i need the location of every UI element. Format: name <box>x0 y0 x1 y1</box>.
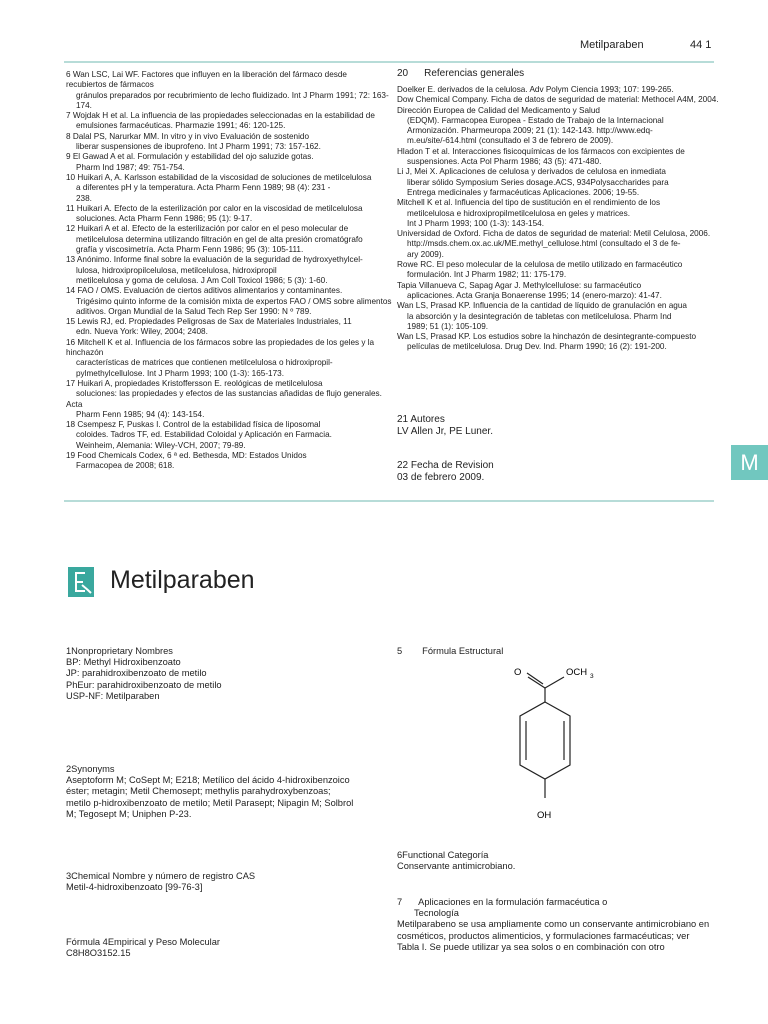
applications-section <box>397 897 737 953</box>
nonproprietary-names-section <box>66 646 386 702</box>
reference-line: Farmacopea de 2008; 618. <box>76 461 175 471</box>
reference-line: Int J Pharm 1993; 100 (1-3): 143-154. <box>407 218 544 228</box>
section-heading: 1Nonproprietary Nombres <box>66 646 173 656</box>
text-line: Aseptoform M; CoSept M; E218; Metílico del ácido 4-hidroxibenzoico <box>66 775 350 786</box>
carbonyl-oxygen-label: O <box>514 667 522 678</box>
reference-line: a diferentes pH y la temperatura. Acta Pharm Fenn 1989; 98 (4): 231 - <box>76 183 331 193</box>
reference-line: 238. <box>76 193 92 203</box>
text-line: PhEur: parahidroxibenzoato de metilo <box>66 679 222 690</box>
section-label: Fórmula Estructural <box>422 646 504 656</box>
benzene-ring <box>520 702 570 779</box>
reference-line: aditivos. Organ Mundial de la Salud Tech Rep Ser 1990: N º 789. <box>76 306 312 316</box>
reference-line: Li J, Mei X. Aplicaciones de celulosa y derivados de celulosa en inmediata <box>397 167 666 177</box>
reference-line: Tapia Villanueva C, Sapag Agar J. Methylcellulose: su farmacéutico <box>397 280 642 290</box>
section-tab-m: M <box>731 445 768 480</box>
reference-line: Wan LS, Prasad KP. Los estudios sobre la hinchazón de desintegrante-compuesto <box>397 332 697 342</box>
reference-line: soluciones. Acta Pharm Fenn 1986; 95 (1): 9-17. <box>76 214 253 224</box>
authors-section <box>397 414 493 438</box>
text-line: éster; metagin; Metil Chemosept; methylis parahydroxybenzoas; <box>66 786 331 797</box>
reference-line: 9 El Gawad A et al. Formulación y estabilidad del ojo saluzide gotas. <box>66 152 314 162</box>
reference-line: metilcelulosa y goma de celulosa. J Am Coll Toxicol 1986; 5 (3): 1-60. <box>76 275 328 285</box>
reference-line: suspensiones. Acta Pol Pharm 1986; 43 (5): 471-480. <box>407 157 602 167</box>
text-line: metilo p-hidroxibenzoato de metilo; Metil Parasept; Nipagin M; Solbrol <box>66 797 354 808</box>
reference-line: Dirección Europea de Calidad del Medicamento y Salud <box>397 105 600 115</box>
section-label: Referencias generales <box>424 68 525 79</box>
reference-line: emulsiones farmacéuticas. Pharmazie 1991; 46: 120-125. <box>76 121 286 131</box>
section-heading: 3Chemical Nombre y número de registro CAS <box>66 871 256 881</box>
reference-line: 12 Huikari A et al. Efecto de la esterilización por calor en el peso molecular de <box>66 224 349 234</box>
running-header-title: Metilparaben <box>580 39 644 51</box>
text-line: USP-NF: Metilparaben <box>66 690 160 701</box>
text-line: BP: Methyl Hidroxibenzoato <box>66 657 181 668</box>
reference-line: Weinheim, Alemania: Wiley-VCH, 2007; 79-89. <box>76 440 246 450</box>
section-heading: 6Functional Categoría <box>397 850 489 860</box>
text-line: M; Tegosept M; Uniphen P-23. <box>66 808 192 819</box>
reference-line: 17 Huikari A, propiedades Kristoffersson E. reológicas de metilcelulosa <box>66 378 323 388</box>
reference-line: gránulos preparados por recubrimiento de lecho fluidizado. Int J Pharm 1991; 72: 163- <box>76 90 389 100</box>
reference-line: Doelker E. derivados de la celulosa. Adv Polym Ciencia 1993; 107: 199-265. <box>397 85 674 94</box>
reference-line: liberar suspensiones de ibuprofeno. Int J Pharm 1991; 73: 157-162. <box>76 142 321 152</box>
section-number: 5 <box>397 646 403 656</box>
revision-section <box>397 460 494 484</box>
text-line: Tabla I. Se puede utilizar ya sea solos o en combinación con otro <box>397 941 665 952</box>
reference-line: soluciones: las propiedades y efectos de las sustancias añadidas de flujo generales. <box>76 389 382 399</box>
authors-text: LV Allen Jr, PE Luner. <box>397 426 493 437</box>
reference-line: Rowe RC. El peso molecular de la celulosa de metilo utilizado en farmacéutico <box>397 260 683 270</box>
text-line: C8H8O3152.15 <box>66 948 131 959</box>
reference-line: 174. <box>76 100 92 110</box>
text-line: Conservante antimicrobiano. <box>397 861 516 872</box>
text-line: Metil-4-hidroxibenzoato [99-76-3] <box>66 882 203 893</box>
reference-line: la absorción y la desintegración de tabletas con metilcelulosa. Pharm Ind <box>407 311 672 321</box>
reference-line: Trigésimo quinto informe de la comisión mixta de expertos FAO / OMS sobre alimentos <box>76 296 392 306</box>
reference-line: 18 Csempesz F, Puskas I. Control de la estabilidad física de liposomal <box>66 420 321 430</box>
reference-line: metilcelulosa e hidroxipropilmetilcelulosa en geles y matrices. <box>407 208 630 218</box>
reference-line: características de matrices que contienen metilcelulosa o hidroxipropil- <box>76 358 333 368</box>
text-line: JP: parahidroxibenzoato de metilo <box>66 668 207 679</box>
structural-formula-diagram <box>500 660 620 825</box>
reference-line: http://msds.chem.ox.ac.uk/ME.methyl_cellulose.html (consultado el 3 de fe- <box>407 239 681 249</box>
reference-line: metilcelulosa determina utilizando filtración en gel de alta presión cromatógrafo <box>76 234 363 244</box>
chemical-name-section <box>66 871 386 893</box>
reference-line: aplicaciones. Acta Granja Bonaerense 1995; 14 (enero-marzo): 41-47. <box>407 290 662 300</box>
reference-line: 11 Huikari A. Efecto de la esterilización por calor en la viscosidad de metilcelulosa <box>66 203 363 213</box>
reference-line: Armonización. Pharmeuropa 2009; 21 (1): 142-143. http://www.edq- <box>407 126 653 136</box>
revision-date: 03 de febrero 2009. <box>397 472 485 483</box>
reference-line: películas de metilcelulosa. Drug Dev. Ind. Pharm 1990; 16 (2): 191-200. <box>407 342 667 352</box>
revision-heading: 22 Fecha de Revision <box>397 460 494 471</box>
reference-line: 10 Huikari A, A. Karlsson estabilidad de la viscosidad de soluciones de metilcelulosa <box>66 172 372 182</box>
ester-bond <box>545 677 564 688</box>
reference-line: recubiertos de fármacos <box>66 80 154 90</box>
section-heading: Fórmula 4Empirical y Peso Molecular <box>66 937 220 947</box>
reference-line: 19 Food Chemicals Codex, 6 ª ed. Bethesda, MD: Estados Unidos <box>66 450 307 460</box>
reference-line: Dow Chemical Company. Ficha de datos de seguridad de material: Methocel A4M, 2004. <box>397 95 719 105</box>
page-number: 44 1 <box>690 39 712 51</box>
reference-line: 6 Wan LSC, Lai WF. Factores que influyen en la liberación del fármaco desde <box>66 70 347 79</box>
section-number: 7 <box>397 897 403 907</box>
reference-line: edn. Nueva York: Wiley, 2004; 2408. <box>76 327 208 337</box>
reference-line: liberar sólido Symposium Series dosage.ACS, 934Polysaccharides para <box>407 177 669 187</box>
reference-line: Mitchell K et al. Influencia del tipo de sustitución en el rendimiento de los <box>397 198 661 208</box>
hydroxyl-label: OH <box>537 810 552 821</box>
ester-group-label: OCH <box>566 667 588 678</box>
reference-line: Wan LS, Prasad KP. Influencia de la cantidad de líquido de granulación en agua <box>397 301 687 311</box>
reference-line: pylmethylcellulose. Int J Pharm 1993; 100 (1-3): 165-173. <box>76 368 284 378</box>
reference-line: Pharm Ind 1987; 49: 751-754. <box>76 162 185 172</box>
reference-line: 1989; 51 (1): 105-109. <box>407 321 489 331</box>
authors-heading: 21 Autores <box>397 414 445 425</box>
general-references-heading <box>397 68 524 79</box>
reference-line: hinchazón <box>66 348 104 358</box>
carbonyl-bond <box>528 677 545 688</box>
structural-formula-heading <box>397 646 503 657</box>
reference-line: formulación. Int J Pharm 1982; 11: 175-179. <box>407 270 567 280</box>
references-left-column <box>66 70 396 472</box>
reference-line: Acta <box>66 399 83 409</box>
section-label-continued: Tecnología <box>414 908 459 919</box>
functional-category-section <box>397 850 727 872</box>
reference-line: 14 FAO / OMS. Evaluación de ciertos aditivos alimentarios y contaminantes. <box>66 286 343 296</box>
section-heading: 2Synonyms <box>66 764 115 774</box>
ester-subscript: 3 <box>590 673 594 680</box>
section-number: 20 <box>397 68 409 79</box>
reference-line: 8 Dalal PS, Narurkar MM. In vitro y in vivo Evaluación de sostenido <box>66 131 309 141</box>
text-line: cosméticos, productos alimenticios, y formulaciones farmacéuticas; ver <box>397 930 690 941</box>
reference-line: ary 2009). <box>407 249 444 259</box>
reference-line: 15 Lewis RJ, ed. Propiedades Peligrosas de Sax de Materiales Industriales, 11 <box>66 317 352 327</box>
reference-line: coloides. Tadros TF, ed. Estabilidad Coloidal y Aplicación en Farmacia. <box>76 430 332 440</box>
reference-line: Pharm Fenn 1985; 94 (4): 143-154. <box>76 409 205 419</box>
section-label: Aplicaciones en la formulación farmacéutica o <box>418 897 608 907</box>
reference-line: lulosa, hidroxipropilcelulosa, metilcelulosa, hidroxipropil <box>76 265 277 275</box>
reference-line: 7 Wojdak H et al. La influencia de las propiedades seleccionadas en la estabilidad de <box>66 111 375 121</box>
monograph-title: Metilparaben <box>110 566 255 594</box>
reference-line: Hladon T et al. Interacciones fisicoquímicas de los fármacos con excipientes de <box>397 146 685 156</box>
synonyms-section <box>66 764 396 820</box>
reference-line: 16 Mitchell K et al. Influencia de los fármacos sobre las propiedades de los geles y la <box>66 337 375 347</box>
text-line: Metilparabeno se usa ampliamente como un conservante antimicrobiano en <box>397 919 710 930</box>
reference-line: grafía y viscosimetría. Acta Pharm Fenn 1986; 95 (3): 105-111. <box>76 245 304 255</box>
reference-line: m.eu/site/-614.html (consultado el 3 de febrero de 2009). <box>407 136 614 146</box>
reference-line: Universidad de Oxford. Ficha de datos de seguridad de material: Metil Celulosa, 2006. <box>397 229 711 239</box>
excipient-logo-icon <box>68 567 94 597</box>
reference-line: (EDQM). Farmacopea Europea - Estado de Trabajo de la Internacional <box>407 115 664 125</box>
reference-line: 13 Anónimo. Informe final sobre la evaluación de la seguridad de hydroxyethylcel- <box>66 255 363 265</box>
reference-line: Entrega medicinales y farmacéuticas Aplicaciones. 2006; 19-55. <box>407 187 640 197</box>
empirical-formula-section <box>66 937 386 959</box>
header-rule <box>64 61 714 63</box>
section-rule <box>64 500 714 502</box>
references-right-column <box>397 85 757 353</box>
